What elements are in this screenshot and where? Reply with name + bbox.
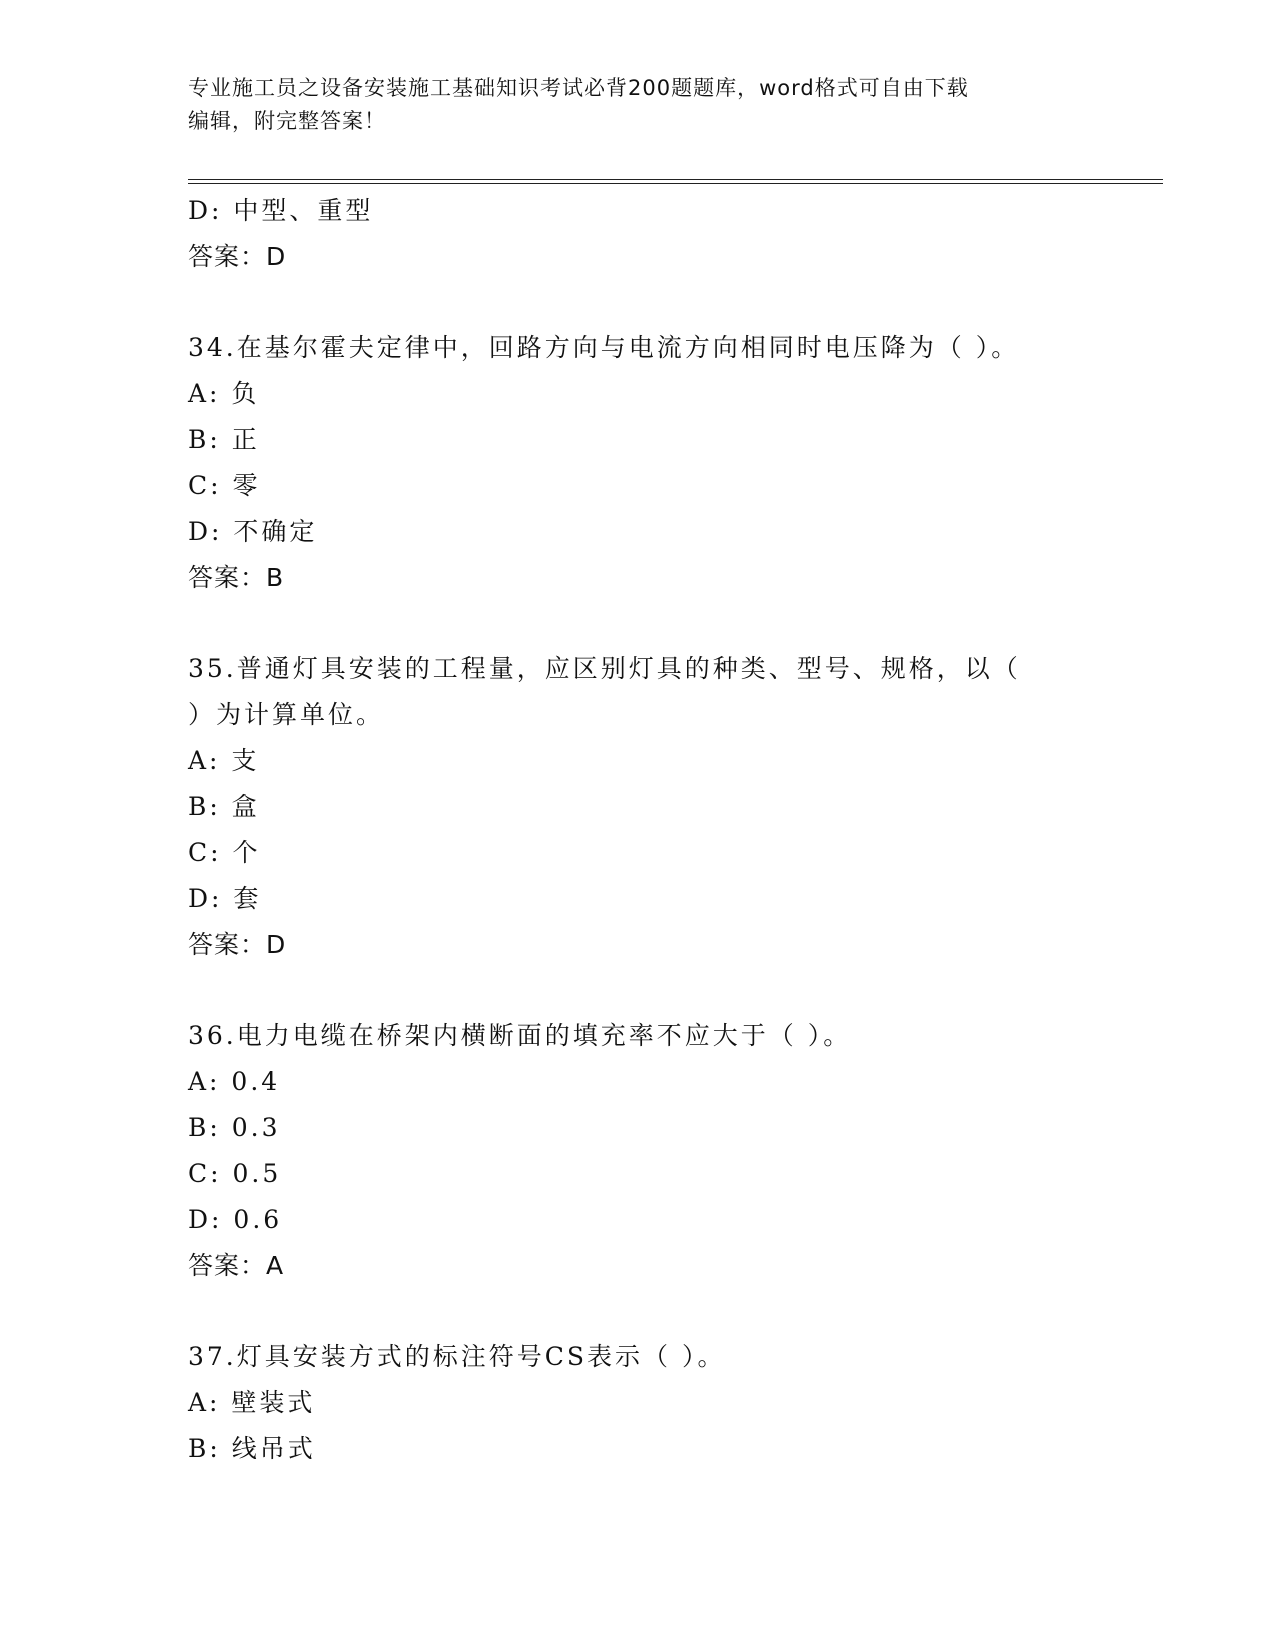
option-b: B: 盒: [188, 792, 260, 821]
question-text: 35.普通灯具安装的工程量，应区别灯具的种类、型号、规格，以（: [188, 654, 1021, 683]
question-list: [188, 188, 1088, 1472]
question-text: 37.灯具安装方式的标注符号CS表示（ ）。: [188, 1342, 726, 1371]
question-35: [188, 646, 1088, 968]
question-text: 36.电力电缆在桥架内横断面的填充率不应大于（ ）。: [188, 1021, 852, 1050]
prev-question-option-d: D: 中型、重型: [188, 196, 374, 225]
option-a: A: 负: [188, 379, 260, 408]
question-answer: 答案：B: [188, 563, 285, 592]
option-c: C: 个: [188, 838, 261, 867]
question-37: [188, 1334, 1088, 1472]
document-header: [188, 72, 1088, 138]
question-answer: 答案：D: [188, 930, 287, 959]
question-34: [188, 325, 1088, 601]
question-answer: 答案：A: [188, 1251, 285, 1280]
option-d: D: 套: [188, 884, 262, 913]
header-title-line-1: 专业施工员之设备安装施工基础知识考试必背200题题库，word格式可自由下载: [188, 76, 969, 100]
option-b: B: 0.3: [188, 1113, 281, 1142]
option-c: C: 0.5: [188, 1159, 282, 1188]
header-divider-top: [188, 179, 1163, 180]
option-a: A: 支: [188, 746, 260, 775]
question-text-continued: ）为计算单位。: [188, 700, 385, 729]
option-a: A: 0.4: [188, 1067, 281, 1096]
prev-question-answer: 答案：D: [188, 242, 287, 271]
option-d: D: 0.6: [188, 1205, 283, 1234]
option-b: B: 正: [188, 425, 260, 454]
question-36: [188, 1013, 1088, 1289]
option-d: D: 不确定: [188, 517, 318, 546]
question-text: 34.在基尔霍夫定律中，回路方向与电流方向相同时电压降为（ ）。: [188, 333, 1020, 362]
header-title-line-2: 编辑，附完整答案！: [188, 109, 386, 133]
option-b: B: 线吊式: [188, 1434, 316, 1463]
option-c: C: 零: [188, 471, 261, 500]
header-divider-bottom: [188, 183, 1163, 184]
option-a: A: 壁装式: [188, 1388, 316, 1417]
